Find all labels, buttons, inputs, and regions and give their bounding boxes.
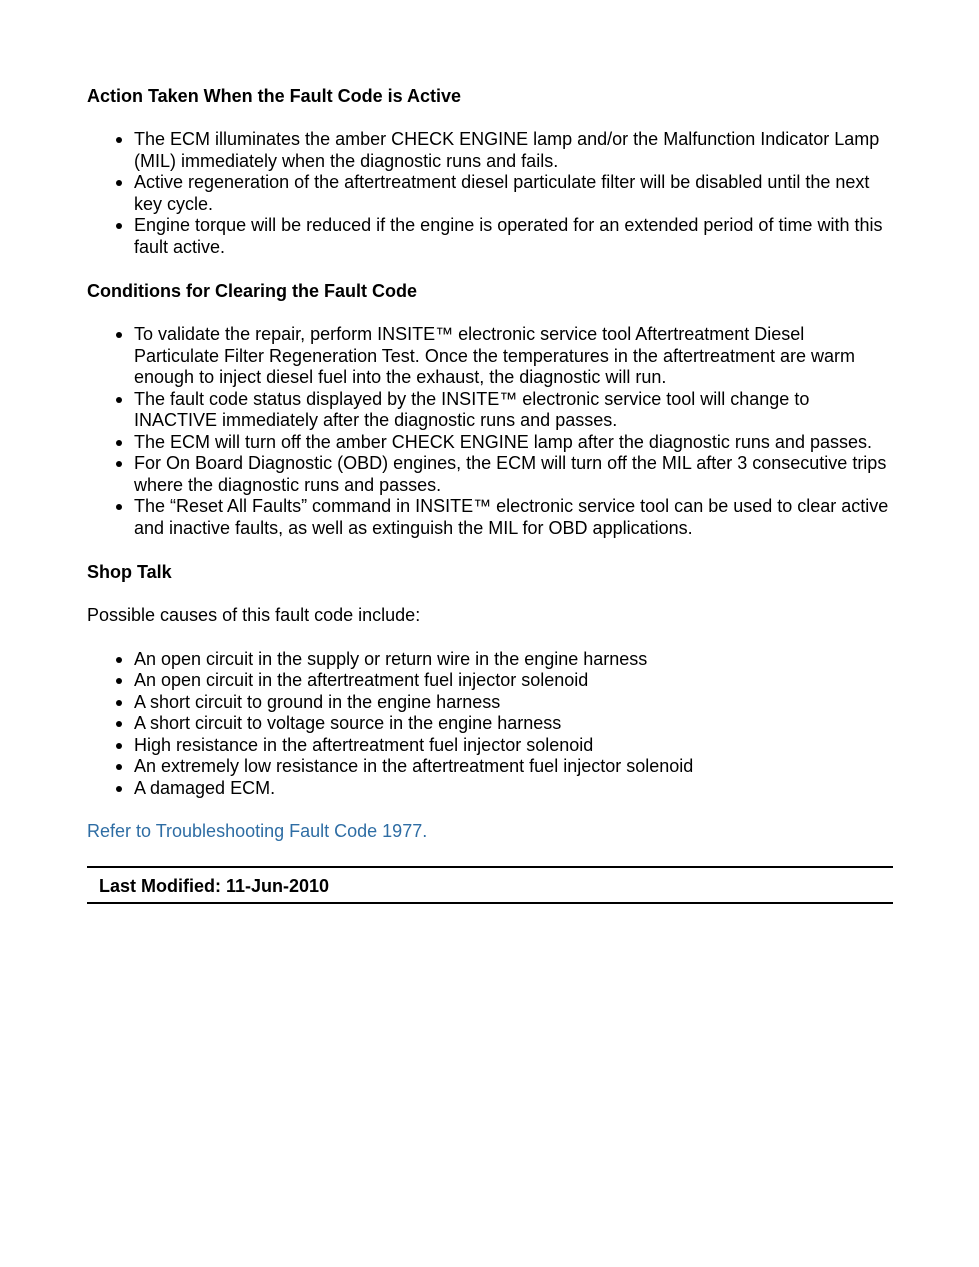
list-item: A short circuit to ground in the engine harness — [87, 692, 893, 714]
causes-list — [87, 649, 893, 800]
troubleshooting-link[interactable]: Refer to Troubleshooting Fault Code 1977. — [87, 821, 428, 841]
list-item: Engine torque will be reduced if the engine is operated for an extended period of time with this fault active. — [87, 215, 893, 258]
last-modified-label: Last Modified: 11-Jun-2010 — [99, 875, 330, 896]
list-item: A damaged ECM. — [87, 778, 893, 800]
list-item: Active regeneration of the aftertreatment diesel particulate filter will be disabled until the next key cycle. — [87, 172, 893, 215]
document-page — [87, 85, 893, 904]
action-list — [87, 129, 893, 258]
list-item: The fault code status displayed by the INSITE™ electronic service tool will change to INACTIVE immediately after the diagnostic runs and passes. — [87, 389, 893, 432]
list-item: A short circuit to voltage source in the engine harness — [87, 713, 893, 735]
shop-talk-intro: Possible causes of this fault code include: — [87, 605, 421, 625]
list-item: The “Reset All Faults” command in INSITE™ electronic service tool can be used to clear active and inactive faults, as well as extinguish the MIL for OBD applications. — [87, 496, 893, 539]
clearing-list — [87, 324, 893, 539]
list-item: An extremely low resistance in the aftertreatment fuel injector solenoid — [87, 756, 893, 778]
list-item: High resistance in the aftertreatment fuel injector solenoid — [87, 735, 893, 757]
list-item: The ECM illuminates the amber CHECK ENGINE lamp and/or the Malfunction Indicator Lamp (MIL) immediately when the diagnostic runs and fails. — [87, 129, 893, 172]
list-item: For On Board Diagnostic (OBD) engines, the ECM will turn off the MIL after 3 consecutive trips where the diagnostic runs and passes. — [87, 453, 893, 496]
section-heading-action: Action Taken When the Fault Code is Active — [87, 86, 462, 106]
list-item: The ECM will turn off the amber CHECK ENGINE lamp after the diagnostic runs and passes. — [87, 432, 893, 454]
list-item: An open circuit in the aftertreatment fuel injector solenoid — [87, 670, 893, 692]
list-item: An open circuit in the supply or return wire in the engine harness — [87, 649, 893, 671]
last-modified-bar — [87, 866, 893, 904]
section-heading-clearing: Conditions for Clearing the Fault Code — [87, 281, 417, 301]
list-item: To validate the repair, perform INSITE™ electronic service tool Aftertreatment Diesel Particulate Filter Regeneration Test. Once the temperatures in the aftertreatment are warm enough to inject diesel fuel into the exhaust, the diagnostic will run. — [87, 324, 893, 389]
section-heading-shop-talk: Shop Talk — [87, 562, 172, 582]
